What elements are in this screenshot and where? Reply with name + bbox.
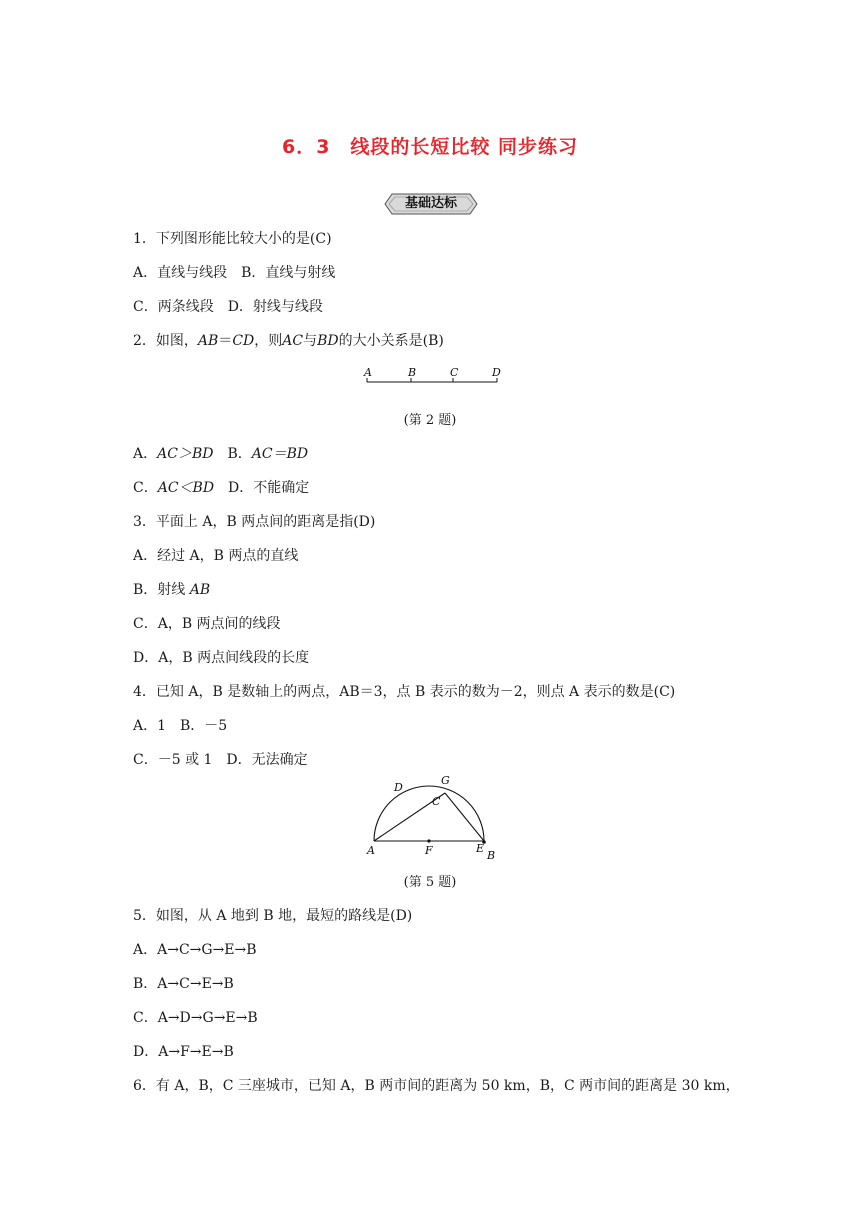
q5-label-a: A: [367, 844, 375, 857]
q5-label-f: F: [425, 844, 433, 857]
q2-stem-end: 的大小关系是(B): [338, 333, 444, 349]
q1-stem: 1．下列图形能比较大小的是(C): [133, 231, 332, 247]
q5-label-g: G: [441, 774, 450, 787]
q2-label-b: B: [408, 366, 417, 379]
q2-stem-and: 与: [303, 333, 318, 349]
page-title: 6．3 线段的长短比较 同步练习: [281, 136, 579, 158]
q2-option-c-label: C．: [133, 480, 158, 496]
q2-option-a-expr: AC＞BD: [157, 446, 214, 462]
q5-option-b: B．A→C→E→B: [133, 976, 234, 992]
q5-option-a: A．A→C→G→E→B: [133, 942, 257, 958]
q2-caption: (第 2 题): [403, 413, 457, 428]
q2-options-row2: [133, 477, 309, 497]
q3-option-b-label: B．射线: [133, 582, 190, 598]
q2-stem-cd: CD: [232, 333, 255, 349]
q5-option-d: D．A→F→E→B: [133, 1044, 234, 1060]
q3-option-b: [133, 579, 210, 599]
q2-stem-mid: ，则: [254, 333, 283, 349]
q5-label-d: D: [394, 781, 403, 794]
q3-option-a: A．经过 A，B 两点的直线: [133, 548, 299, 564]
q5-figure: [358, 772, 508, 864]
q5-label-b: B: [487, 849, 496, 862]
q2-option-b-label: B．: [213, 446, 252, 462]
q1-options-row2: C．两条线段 D．射线与线段: [133, 299, 323, 315]
q2-option-a-label: A．: [133, 446, 158, 462]
q3-option-b-expr: AB: [189, 582, 211, 598]
q5-semicircle: [374, 786, 484, 841]
section-tag: [384, 193, 478, 215]
q5-stem: 5．如图，从 A 地到 B 地，最短的路线是(D): [133, 908, 413, 924]
q2-stem-bd: BD: [317, 333, 339, 349]
q2-option-b-expr: AC＝BD: [251, 446, 309, 462]
q4-stem: 4．已知 A，B 是数轴上的两点，AB＝3，点 B 表示的数为－2，则点 A 表示的数是(C): [133, 684, 676, 700]
q2-label-c: C: [450, 366, 459, 379]
q3-option-d: D．A，B 两点间线段的长度: [133, 650, 310, 666]
q2-option-d: D．不能确定: [214, 480, 310, 496]
q6-stem: 6．有 A，B，C 三座城市，已知 A，B 两市间的距离为 50 km，B，C 两市间的距离是 30 km，: [133, 1078, 740, 1094]
q2-stem-ac: AC: [282, 333, 304, 349]
q5-point-f: [427, 839, 430, 842]
q2-options-row1: [133, 443, 308, 463]
q2-label-d: D: [492, 366, 501, 379]
q2-option-c-expr: AC＜BD: [157, 480, 215, 496]
q4-options-row1: A．1 B．－5: [133, 718, 228, 734]
q5-label-c: C: [432, 795, 441, 808]
q3-option-c: C．A，B 两点间的线段: [133, 616, 281, 632]
q1-options-row1: A．直线与线段 B．直线与射线: [133, 265, 336, 281]
q2-stem-ab: AB: [197, 333, 219, 349]
q5-label-e: E: [476, 842, 485, 855]
q4-options-row2: C．－5 或 1 D．无法确定: [133, 752, 308, 768]
q2-figure: [355, 364, 505, 388]
q3-stem: 3．平面上 A，B 两点间的距离是指(D): [133, 514, 376, 530]
q2-stem: [133, 330, 444, 350]
q5-caption: (第 5 题): [403, 875, 457, 890]
q2-stem-number: 2．如图，: [133, 333, 198, 349]
q5-option-c: C．A→D→G→E→B: [133, 1010, 258, 1026]
section-tag-label: 基础达标: [404, 196, 457, 211]
q2-label-a: A: [364, 366, 372, 379]
q2-stem-eq: ＝: [218, 333, 233, 349]
